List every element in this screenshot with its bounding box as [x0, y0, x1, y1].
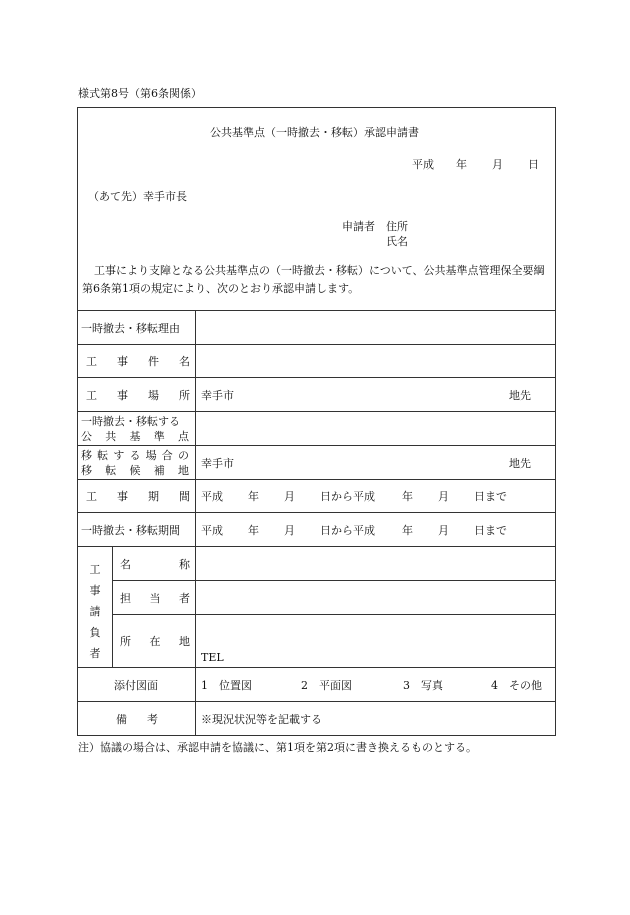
- form-title: 公共基準点（一時撤去・移転）承認申請書: [210, 126, 419, 139]
- contractor-location-label: 所 在 地: [120, 635, 190, 648]
- candidate-city: 幸手市: [201, 457, 234, 470]
- candidate-label-line1: 移 転 す る 場 合 の: [81, 449, 189, 462]
- benchmark-label-line1: 一時撤去・移転する: [81, 415, 180, 428]
- date-day: 日: [528, 158, 539, 171]
- footnote: 注）協議の場合は、承認申請を協議に、第1項を第2項に書き換えるものとする。: [78, 741, 477, 754]
- contractor-person-field[interactable]: [196, 581, 554, 613]
- benchmark-field[interactable]: [196, 412, 554, 444]
- benchmark-label-line2: 公 共 基 準 点: [81, 430, 189, 443]
- work-place-suffix: 地先: [509, 389, 531, 402]
- applicant-label: 申請者: [342, 220, 375, 233]
- removal-reason-label: 一時撤去・移転理由: [81, 322, 180, 335]
- attachment-item: 4 その他: [491, 679, 542, 692]
- work-period-label: 工 事 期 間: [86, 490, 190, 503]
- contractor-name-field[interactable]: [196, 547, 554, 579]
- attachment-item: 3 写真: [403, 679, 443, 692]
- contractor-person-label: 担 当 者: [120, 592, 190, 605]
- removal-reason-field[interactable]: [196, 311, 554, 343]
- attachments-label: 添付図面: [114, 679, 158, 692]
- contractor-label: 工 事 請 負 者: [89, 563, 101, 660]
- applicant-address-label: 住所: [386, 220, 408, 233]
- candidate-suffix: 地先: [509, 457, 531, 470]
- remarks-value: ※現況状況等を記載する: [201, 713, 322, 726]
- work-name-field[interactable]: [196, 345, 554, 376]
- work-place-label: 工 事 場 所: [86, 389, 190, 402]
- contractor-name-label: 名 称: [120, 558, 190, 571]
- remarks-label: 備 考: [116, 713, 158, 726]
- date-year: 年: [456, 158, 467, 171]
- work-name-label: 工 事 件 名: [86, 355, 190, 368]
- attachment-item: 2 平面図: [301, 679, 352, 692]
- applicant-name-label: 氏名: [386, 235, 408, 248]
- contractor-tel: TEL: [201, 651, 224, 664]
- work-place-city: 幸手市: [201, 389, 234, 402]
- form-number: 様式第8号（第6条関係）: [78, 87, 202, 100]
- date-era: 平成: [412, 158, 434, 171]
- date-month: 月: [492, 158, 503, 171]
- attachment-item: 1 位置図: [201, 679, 252, 692]
- removal-period-label: 一時撤去・移転期間: [81, 524, 180, 537]
- candidate-label-line2: 移 転 候 補 地: [81, 464, 189, 477]
- request-body: 工事により支障となる公共基準点の（一時撤去・移転）について、公共基準点管理保全要綱第6条第1項の規定により、次のとおり承認申請します。: [82, 264, 545, 295]
- addressee: （あて先）幸手市長: [88, 190, 187, 203]
